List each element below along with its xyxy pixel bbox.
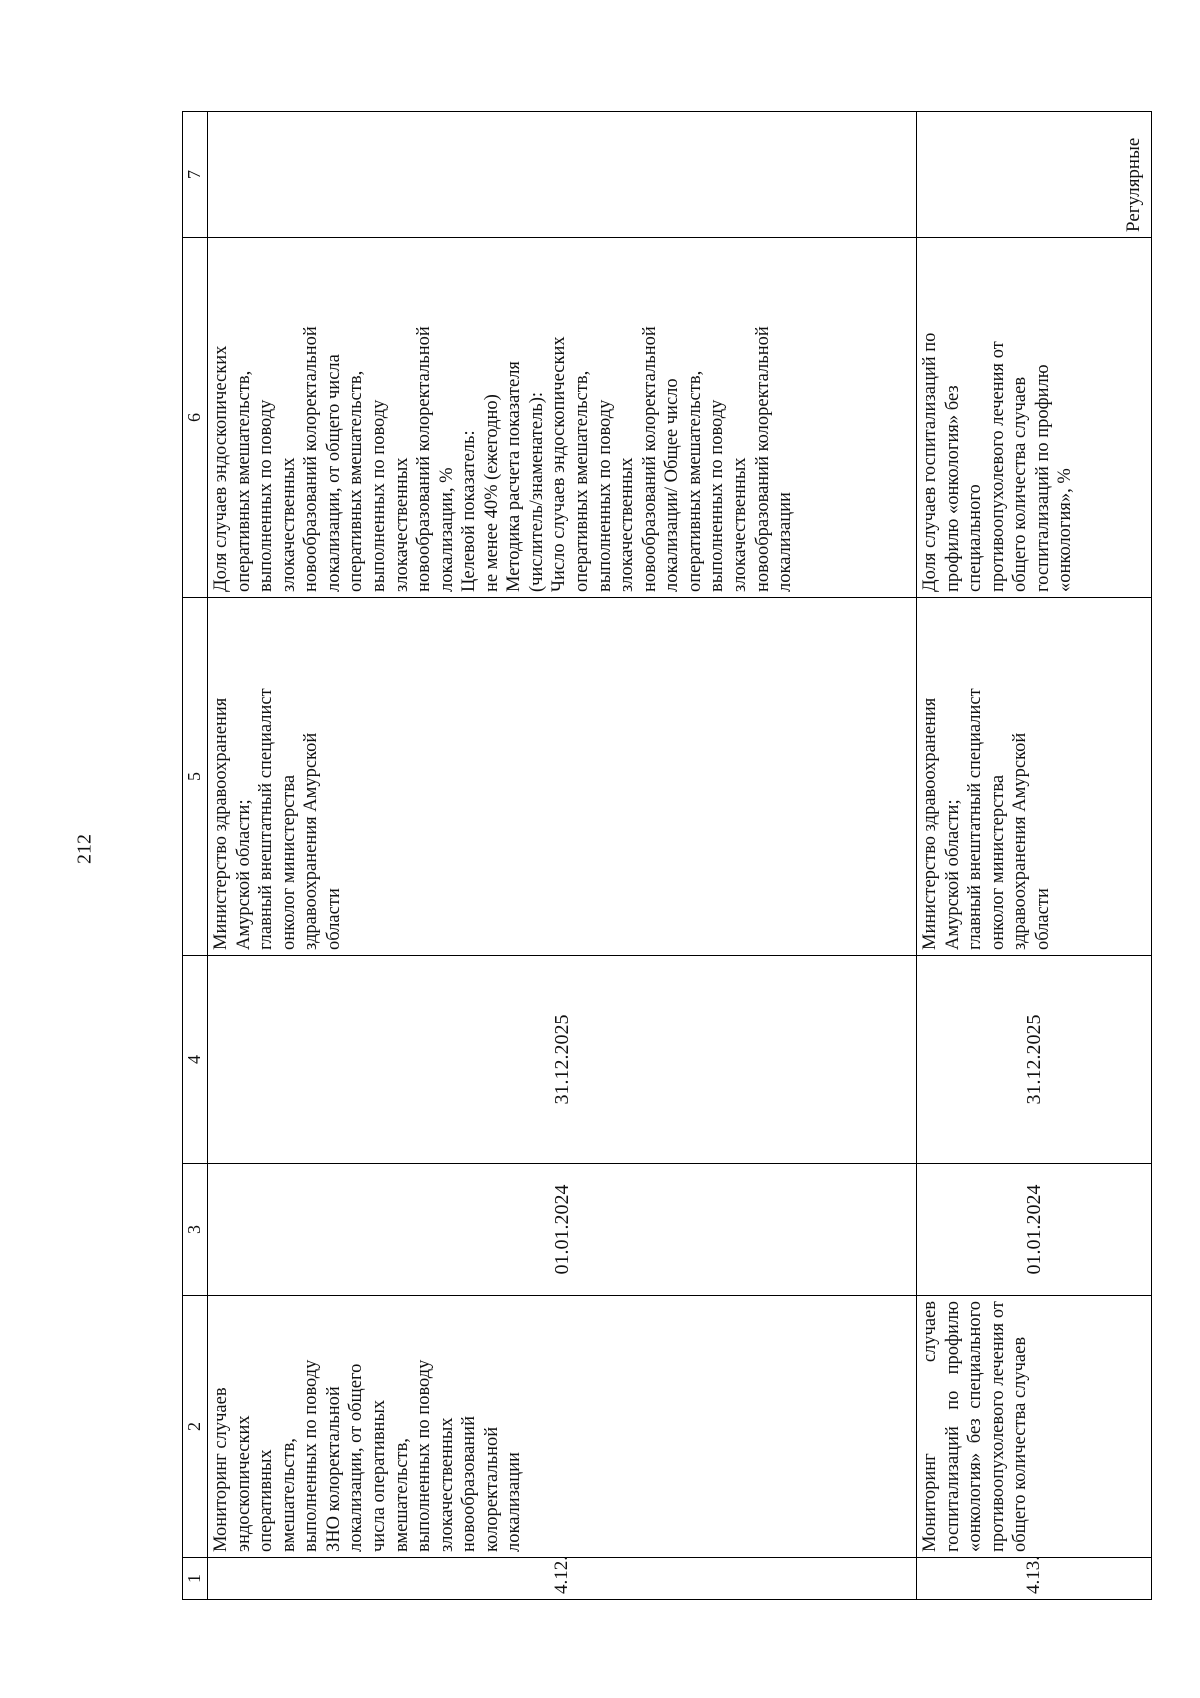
header-col-5: 5	[183, 598, 208, 956]
event-name-text: Мониторинг случаев госпитализаций по профилю «онкология» без специального противоопухолевого лечения от общего количества случаев	[920, 1301, 1031, 1552]
indicator-text: Доля случаев госпитализаций по профилю «онкология» без специального противоопухолевого лечения от общего количества случаев госпитализаций по профилю «онкология», %	[920, 332, 1076, 592]
header-col-1: 1	[183, 1558, 208, 1600]
page-number: 212	[73, 834, 96, 864]
start-date: 01.01.2024	[208, 1164, 917, 1296]
table-row	[208, 112, 917, 1600]
responsible-text: Министерство здравоохранения Амурской области; главный внештатный специалист онколог министерства здравоохранения Амурской области	[920, 688, 1053, 950]
end-date: 31.12.2025	[917, 956, 1152, 1164]
rotated-page-content	[182, 112, 1144, 1600]
header-col-4: 4	[183, 956, 208, 1164]
table-row	[917, 112, 1152, 1600]
status: Регулярные	[917, 112, 1152, 238]
indicator	[208, 238, 917, 598]
event-name	[917, 1296, 1152, 1558]
header-col-2: 2	[183, 1296, 208, 1558]
responsible	[917, 598, 1152, 956]
plan-table	[182, 111, 1152, 1600]
end-date: 31.12.2025	[208, 956, 917, 1164]
responsible	[208, 598, 917, 956]
status	[208, 112, 917, 238]
event-name	[208, 1296, 917, 1558]
responsible-text: Министерство здравоохранения Амурской области; главный внештатный специалист онколог министерства здравоохранения Амурской области	[211, 688, 344, 950]
header-col-7: 7	[183, 112, 208, 238]
indicator-text: Доля случаев эндоскопических оперативных вмешательств, выполненных по поводу злокачественных новообразований колоректальной локализации, от общего числа оперативных вмешательств, выполненных по поводу злокачественных новообразований колоректальной локализации, % Целевой показатель: не менее 40% (ежегодно) Методика расчета показателя (числитель/знаменатель): Число случаев эндоскопических оперативных вмешательств, выполненных по поводу злокачественных новообразований колоректальной локализации/ Общее число оперативных вмешательств, выполненных по поводу злокачественных новообразований колоректальной локализации	[211, 326, 796, 592]
start-date: 01.01.2024	[917, 1164, 1152, 1296]
header-col-6: 6	[183, 238, 208, 598]
row-number: 4.12.	[208, 1558, 917, 1600]
table-header-row	[183, 112, 208, 1600]
event-name-text: Мониторинг случаев эндоскопических оперативных вмешательств, выполненных по поводу ЗНО колоректальной локализации, от общего числа оперативных вмешательств, выполненных по поводу злокачественных новообразований колоректальной локализации	[211, 1359, 525, 1552]
header-col-3: 3	[183, 1164, 208, 1296]
row-number: 4.13.	[917, 1558, 1152, 1600]
indicator	[917, 238, 1152, 598]
